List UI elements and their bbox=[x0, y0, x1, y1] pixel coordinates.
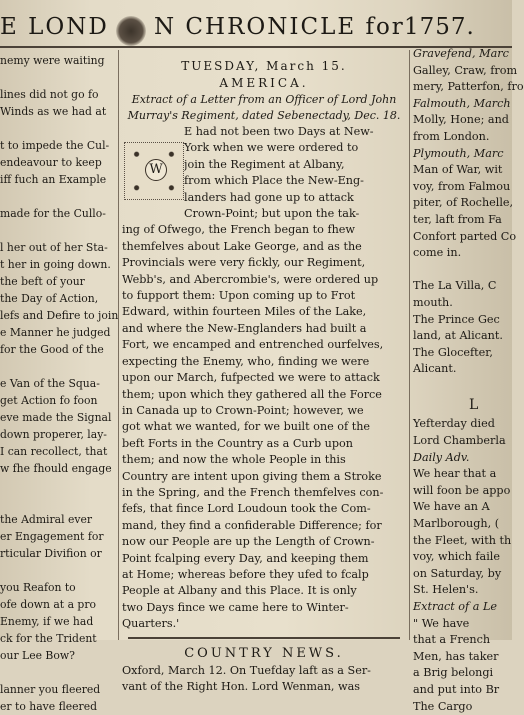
extract-heading-line-1: Extract of a Letter from an Officer of Lord John bbox=[131, 93, 397, 106]
left-column-line bbox=[0, 664, 114, 681]
left-column-line bbox=[0, 562, 114, 579]
article-line: Point fcalping every Day, and keeping them bbox=[122, 551, 369, 565]
right-column-line: Plymouth, Marc bbox=[413, 146, 504, 160]
left-column-line bbox=[0, 188, 114, 205]
left-column-line: made for the Cullo- bbox=[0, 207, 106, 220]
right-column-line: piter, of Rochelle, bbox=[413, 196, 514, 210]
article-line: Quarters.' bbox=[122, 617, 180, 631]
masthead-title: N CHRONICLE for bbox=[154, 14, 405, 40]
right-column-line: that a French bbox=[413, 633, 491, 647]
article-line: People at Albany and this Place. It is only bbox=[122, 584, 357, 598]
right-column-line: ter, laft from Fa bbox=[413, 212, 502, 226]
left-column-line: down properer, lay- bbox=[0, 428, 107, 441]
left-column-line: lanner you fleered bbox=[0, 683, 101, 696]
right-column-line: will foon be appo bbox=[413, 483, 511, 497]
left-column-line: ck for the Trident bbox=[0, 632, 97, 645]
article-line: in the Spring, and the French themfelves con- bbox=[122, 485, 384, 499]
left-column-line: l her out of her Sta- bbox=[0, 241, 108, 254]
right-column-line: mery, Patterfon, fro bbox=[413, 80, 524, 94]
masthead-year: 1757. bbox=[404, 14, 475, 40]
dropcap-letter: W bbox=[145, 159, 167, 181]
section-divider bbox=[128, 637, 400, 639]
extract-heading-line-2: Murray's Regiment, dated Sebenectady, Dec. 18. bbox=[127, 109, 401, 122]
right-column-line: Marlborough, ( bbox=[413, 517, 500, 531]
left-column-line: eve made the Signal bbox=[0, 411, 112, 424]
right-column-line: Lord Chamberla bbox=[413, 434, 506, 448]
right-column-line: We have an A bbox=[413, 500, 490, 514]
left-column-line: you Reafon to bbox=[0, 581, 76, 594]
column-separator-left bbox=[118, 50, 119, 640]
left-column-line: lines did not go fo bbox=[0, 88, 99, 101]
column-separator-right bbox=[409, 50, 410, 640]
right-column-line: Alicant. bbox=[413, 362, 457, 376]
country-news-line: vant of the Right Hon. Lord Wenman, was bbox=[122, 680, 361, 693]
article-line: and where the New-Englanders had built a bbox=[122, 321, 367, 335]
right-column-line: The Prince Gec bbox=[413, 312, 500, 326]
right-column-line: Confort parted Co bbox=[413, 229, 517, 243]
right-column-line: mouth. bbox=[413, 295, 453, 309]
right-column-line bbox=[413, 262, 512, 279]
article-line: them; and now the whole People in this bbox=[122, 453, 346, 467]
left-column-line: e Van of the Squa- bbox=[0, 377, 100, 390]
right-column-line: a Brig belongi bbox=[413, 666, 494, 680]
right-column-line: on Saturday, by bbox=[413, 566, 502, 580]
right-column-line: the Fleet, with th bbox=[413, 533, 512, 547]
right-column-line: Gravefend, Marc bbox=[413, 47, 509, 60]
right-column-line: come in. bbox=[413, 246, 462, 260]
left-column-line: e Manner he judged bbox=[0, 326, 111, 339]
article-line: at Home; whereas before they ufed to fcalp bbox=[122, 567, 369, 581]
article-line: Webb's, and Abercrombie's, were ordered up bbox=[122, 272, 379, 286]
article-line: expecting the Enemy, who, finding we were bbox=[122, 354, 370, 368]
right-column-line: Daily Adv. bbox=[413, 450, 470, 464]
right-column-line: Yefterday died bbox=[413, 417, 495, 431]
left-column-line bbox=[0, 494, 114, 511]
left-column-line: w fhe fhould engage bbox=[0, 462, 112, 475]
left-column-line: the Day of Action, bbox=[0, 292, 99, 305]
left-column-line: the beft of your bbox=[0, 275, 85, 288]
left-column-line bbox=[0, 69, 114, 86]
right-column-line: " We have bbox=[413, 616, 470, 630]
article-line: to fupport them: Upon coming up to Frot bbox=[122, 289, 356, 303]
masthead bbox=[0, 14, 512, 44]
article-line: beft Forts in the Country as a Curb upon bbox=[122, 436, 353, 450]
left-column-line bbox=[0, 222, 114, 239]
article-line: upon our March, fufpected we were to attack bbox=[122, 371, 380, 385]
right-column-line: Galley, Craw, from bbox=[413, 63, 518, 77]
article-line: from which Place the New-Eng- bbox=[184, 174, 364, 188]
right-column-line: from London. bbox=[413, 129, 490, 143]
country-news-line: Oxford, March 12. On Tuefday laft as a Ser- bbox=[122, 663, 371, 677]
left-column-line: ofe down at a pro bbox=[0, 598, 97, 611]
section-heading-america: AMERICA. bbox=[219, 76, 309, 90]
right-column-line: We hear that a bbox=[413, 467, 497, 481]
left-column-line: endeavour to keep bbox=[0, 156, 102, 169]
left-column-line: t to impede the Cul- bbox=[0, 139, 110, 152]
left-column-line: lefs and Defire to join bbox=[0, 309, 119, 322]
left-column-line: rticular Divifion or bbox=[0, 547, 102, 560]
left-column bbox=[0, 52, 119, 715]
article-line: two Days fince we came here to Winter- bbox=[122, 600, 349, 614]
left-column-line: er Engagement for bbox=[0, 530, 104, 543]
right-column-line: voy, which faile bbox=[413, 550, 500, 564]
article-line: Country are intent upon giving them a Stroke bbox=[122, 469, 382, 483]
right-column-line: land, at Alicant. bbox=[413, 329, 503, 343]
article-line: Edward, within fourteen Miles of the Lake, bbox=[122, 305, 367, 319]
left-column-line: the Admiral ever bbox=[0, 513, 93, 526]
article-line: fefs, that fince Lord Loudoun took the Com- bbox=[122, 502, 371, 516]
section-heading-country-news: COUNTRY NEWS. bbox=[184, 645, 344, 661]
middle-column bbox=[122, 58, 406, 695]
right-column-line bbox=[413, 378, 512, 395]
right-column-line: The Cargo bbox=[413, 699, 473, 713]
right-column-line: Extract of a Le bbox=[413, 600, 498, 613]
ornamental-dropcap bbox=[124, 142, 184, 200]
masthead-left: E LOND bbox=[0, 14, 109, 40]
left-column-line: I can recollect, that bbox=[0, 445, 108, 458]
article-line: Fort, we encamped and entrenched ourfelves, bbox=[122, 338, 384, 352]
article-line: in Canada up to Crown-Point; however, we bbox=[122, 403, 364, 417]
right-column-line: Falmouth, March bbox=[413, 96, 511, 110]
article-line: landers had gone up to attack bbox=[184, 190, 354, 204]
right-column bbox=[413, 46, 524, 715]
article-line: join the Regiment at Albany, bbox=[184, 157, 345, 171]
right-column-line: voy, from Falmou bbox=[413, 179, 511, 193]
right-column-line: Man of War, wit bbox=[413, 163, 503, 177]
left-column-line: our Lee Bow? bbox=[0, 649, 75, 662]
country-news-body bbox=[122, 663, 406, 696]
right-column-line: The La Villa, C bbox=[413, 279, 497, 293]
article-body bbox=[122, 124, 406, 633]
left-column-line bbox=[0, 358, 114, 375]
article-line: mand, they find a confiderable Difference; for bbox=[122, 518, 382, 532]
article-line: Provincials were very fickly, our Regiment, bbox=[122, 256, 366, 270]
right-column-line: The Glocefter, bbox=[413, 345, 493, 359]
article-line: ing of Ofwego, the French began to fhew bbox=[122, 223, 355, 237]
left-column-line: nemy were waiting bbox=[0, 54, 105, 67]
left-column-line bbox=[0, 477, 114, 494]
left-column-line: Winds as we had at bbox=[0, 105, 107, 118]
issue-date: TUESDAY, March 15. bbox=[181, 59, 347, 73]
article-line: now our People are up the Length of Crown- bbox=[122, 535, 375, 549]
right-column-line: St. Helen's. bbox=[413, 583, 479, 597]
article-line: themfelves about Lake George, and as the bbox=[122, 239, 362, 253]
article-line: E had not been two Days at New- bbox=[184, 125, 374, 138]
right-column-line: Men, has taker bbox=[413, 649, 499, 663]
right-column-line: and put into Br bbox=[413, 682, 500, 696]
binding-hole bbox=[116, 16, 146, 46]
article-line: them; upon which they gathered all the Force bbox=[122, 387, 382, 401]
left-column-line: Enemy, if we had bbox=[0, 615, 94, 628]
left-column-line: iff fuch an Example bbox=[0, 173, 107, 186]
left-column-line: get Action fo foon bbox=[0, 394, 98, 407]
left-column-line: for the Good of the bbox=[0, 343, 104, 356]
left-column-line bbox=[0, 120, 114, 137]
article-line: Crown-Point; but upon the tak- bbox=[184, 207, 360, 221]
left-column-line: er to have fleered bbox=[0, 700, 98, 713]
right-column-line: Molly, Hone; and bbox=[413, 113, 509, 127]
right-column-line: L bbox=[469, 397, 479, 414]
article-line: York when we were ordered to bbox=[184, 141, 359, 155]
left-column-line: t her in going down. bbox=[0, 258, 111, 271]
article-line: got what we wanted, for we built one of the bbox=[122, 420, 371, 434]
